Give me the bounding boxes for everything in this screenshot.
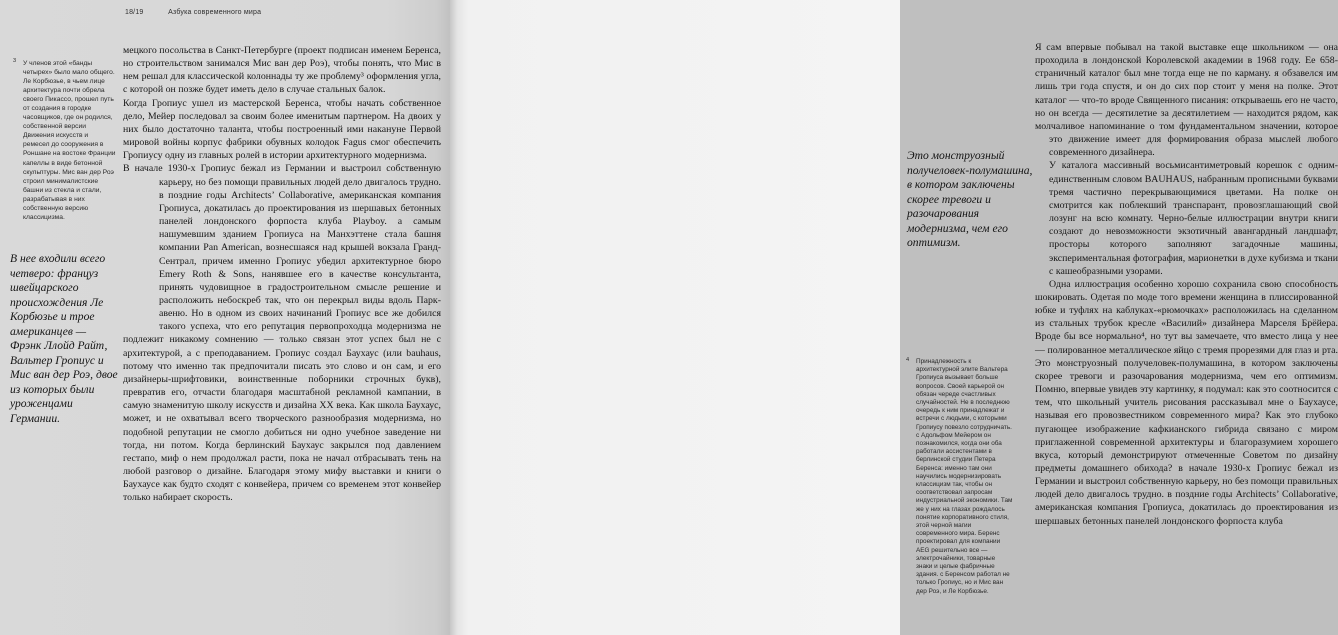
page-numbers: 18/19 xyxy=(125,9,144,16)
footnote-4-number: 4 xyxy=(906,357,910,363)
quote-wrap-spacer xyxy=(123,162,159,333)
running-header xyxy=(125,9,261,16)
paragraph: У каталога массивный восьмисантиметровый корешок с одним-единственным словом BAUHAUS, набранным прописными буквами тремя частично перекрывающимися цветами. На полке он смотрится как поблекший транспарант, провозглашающий свой лозунг на всю комнату. Черно-белые иллюстрации внутри книги создают до невозможности экзотичный авангардный ландшафт, просторы которого заполняют загадочные машины, экспериментальная фотография, марионетки в духе кубизма и ткани с кашеобразными узорами. xyxy=(1049,160,1338,277)
book-section-title: Азбука современного мира xyxy=(168,9,262,16)
margin-quote: В нее входили всего четверо: француз швейцарского происхождения Ле Корбюзье и трое американцев — Фрэнк Ллойд Райт, Вальтер Гропиус и Мис ван дер Роэ, двое из которых были уроженцами Германии. xyxy=(10,252,118,425)
footnote-3 xyxy=(13,58,116,222)
footnote-4-text: Принадлежность к архитектурной элите Вальтера Гропиуса вызывает больше вопросов. Своей карьерой он обязан череде счастливых случайностей. Не в последнюю очередь к ним принадлежат и встречи с людьми, с которыми Гропиусу повезло сотрудничать. с Адольфом Мейером он познакомился, когда они оба работали ассистентами в берлинской студии Петера Беренса: именно там они научились модернизировать классицизм так, чтобы он соответствовал запросам индустриальной экономики. Там же у них на глазах рождалось понятие корпоративного стиля, этой черной магии современного мира. Беренс проектировал для компании AEG решительно все — электрочайники, товарные знаки и целые фабричные здания. с Беренсом работал не только Гропиус, но и Мис ван дер Роэ, и Ле Корбюзье. xyxy=(916,358,1013,595)
right-page xyxy=(450,0,1338,635)
footnote-3-number: 3 xyxy=(13,58,17,64)
left-main-text-column xyxy=(123,44,441,504)
paragraph: мецкого посольства в Санкт-Петербурге (проект подписан именем Беренса, но строительством занимался Мис ван дер Роэ), чтобы понять, что Мис в нем решал для классической колоннады ту же проблему³ оформления угла, с которой он позже будет иметь дело в случае стальных балок. xyxy=(123,45,441,96)
right-main-text-column xyxy=(1035,41,1338,528)
footnote-4 xyxy=(906,357,1013,596)
left-page xyxy=(0,0,450,635)
paragraph: Когда Гропиус ушел из мастерской Беренса, чтобы начать собственное дело, Мейер последовал за своим более именитым партнером. На двоих у них было достаточно таланта, чтобы построенный ими накануне Первой мировой войны корпус фабрики обувных колодок Fagus смог обеспечить Гропиусу одну из главных ролей в истории архитектурного модернизма. xyxy=(123,97,441,162)
paragraph: Я сам впервые побывал на такой выставке еще школьником — она проходила в лондонской Королевской академии в 1968 году. Ее 658-страничный каталог был мне тогда еще не по карману. я обзавелся им лишь три года спустя, и он до сих пор стоит у меня на полке. Этот каталог — что-то вроде Священного писания: открываешь его не часто, но он всегда — десятилетие за десятилетием — находится рядом, как молчаливое напоминание о том фундаментальном значении, которое это движение имеет для формирования образа мыслей любого современного дизайнера. xyxy=(1035,42,1338,159)
paragraph: Одна иллюстрация особенно хорошо сохранила свою способность шокировать. Одетая по моде того времени женщина в плиссированной юбке и туфлях на каблуках-«рюмочках» расположилась на сделанном из стальных трубок кресле «Василий» дизайнера Марселя Брёйера. Вроде бы все нормально⁴, но тут вы замечаете, что вместо лица у нее — полированное металлическое яйцо с тремя прорезями для глаз и рта. Это монструозный получеловек-полумашина, в котором заключены скорее тревоги и разочарования модернизма, чем его оптимизм. Помню, впервые увидев эту картинку, я подумал: как это соотносится с тем, что школьный учитель рисования рассказывал мне о Баухаусе, называя его провозвестником современного мира? Как это глубоко пугающее изображение кафкианского гибрида связано с миром приглаженной современной архитектуры и благоразумием хорошего вкуса, который демонстрируют отмеченные Советом по дизайну предметы домашнего обихода? в начале 1930-х Гропиус бежал из Германии и выстроил собственную карьеру, но без помощи правильных людей дело двигалось трудно. в поздние годы Architects’ Collaborative, американская компания Гропиуса, докатилась до проектирования из шершавых бетонных панелей лондонского форпоста клуба xyxy=(1035,278,1338,527)
footnote-3-text: У членов этой «банды четырех» было мало общего. Ле Корбюзье, в чьем лице архитектура почти обрела своего Пикассо, прошел путь от создания в городке часовщиков, где он родился, собственной версии Движения искусств и ремесел до сооружения в Роншане на востоке Франции капеллы в виде бетонной скульптуры. Мис ван дер Роэ строил минималистские башни из стекла и стали, разрабатывая в них собственную версию классицизма. xyxy=(23,60,116,221)
pull-quote: Это монструозный получеловек-полумашина, в котором заключены скорее тревоги и разочарования модернизма, чем его оптимизм. xyxy=(907,149,1033,249)
paragraph xyxy=(123,162,441,504)
paragraph-text: В начале 1930-х Гропиус бежал из Германии и выстроил собственную карьеру, но без помощи правильных людей дело двигалось трудно. в поздние годы Architects’ Collaborative, американская компания Гропиуса, докатилась до проектирования из шершавых бетонных панелей лондонского форпоста клуба Playboy. а самым нашумевшим зданием Гропиуса на Манхэттене стала башня компании Pan American, вознесшаяся над крышей вокзала Гранд-Сентрал, причем именно Гропиус убедил архитектурное бюро Emery Roth & Sons, нанявшее его в качестве консультанта, принять чудовищное в градостроительном смысле решение и расположить небоскреб так, что он перекрыл виды вдоль Парк-авеню. Но в одном из своих начинаний Гропиус все же добился такого успеха, что его репутация первопроходца модернизма не подлежит никакому сомнению — только связан этот успех был не с архитектурой, а с преподаванием. Гропиус создал Баухаус (или bauhaus, потому что именно так предпочитали писать это слово и он сам, и его дизайнеры-шрифтовики, воинственные поборники строчных букв), превратив его, отчасти благодаря масштабной рекламной кампании, в самую знаменитую школу искусств и дизайна XX века. Как школа Баухаус, может, и не охватывал всего творческого разнообразия модернизма, но подобной репутации не смогло добиться ни одно учебное заведение ни тогда, ни потом. Когда берлинский Баухаус закрылся под давлением гестапо, миф о нем продолжал расти, пока не начал отбрасывать тень на любой разговор о дизайне. Благодаря этому мифу выставки и книги о Баухаусе как будто сходят с конвейера, причем со временем этот конвейер только набирает скорость. xyxy=(123,163,441,504)
